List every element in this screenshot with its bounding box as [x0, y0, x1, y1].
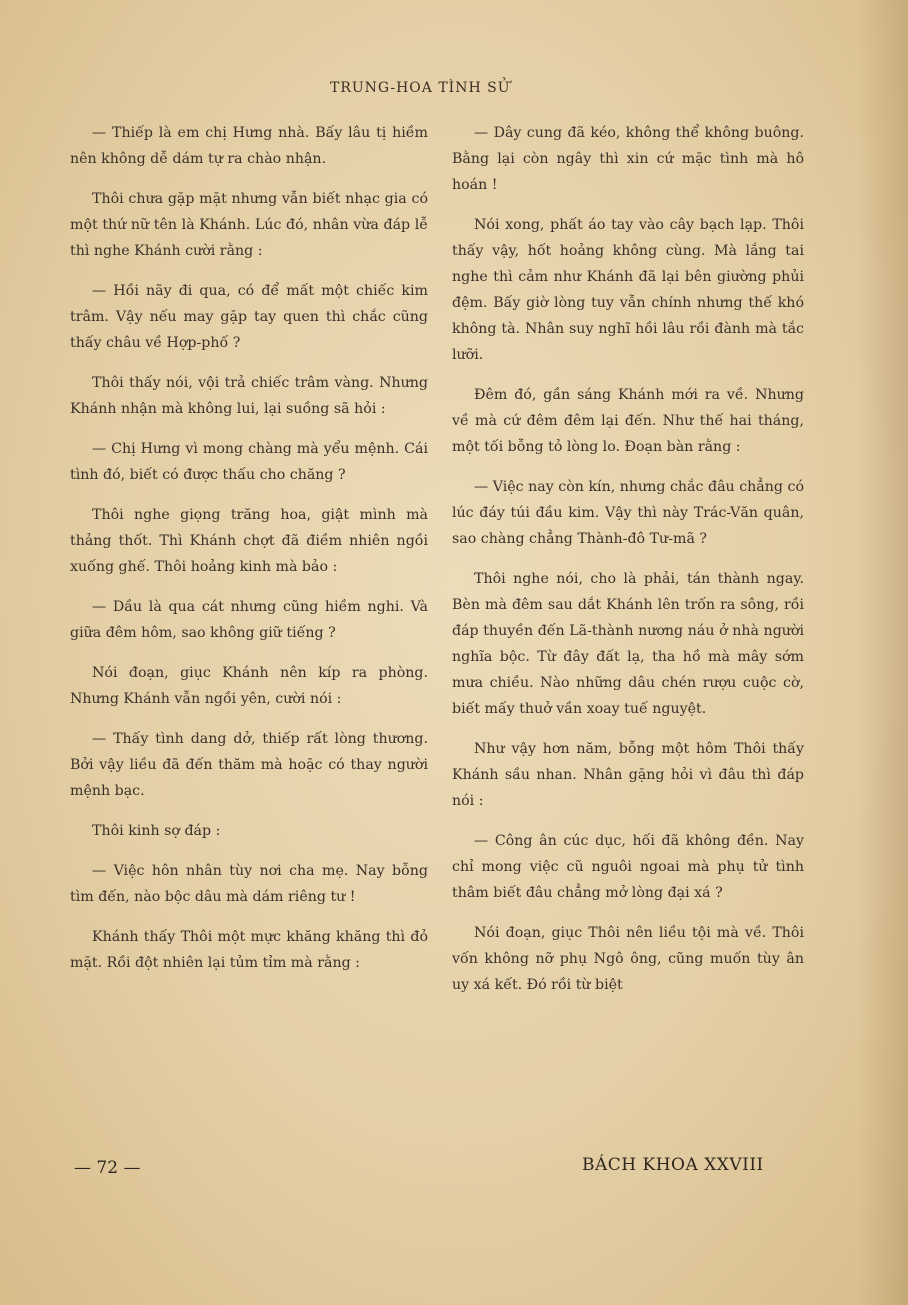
paragraph: — Công ân cúc dục, hối đã không đền. Nay chỉ mong việc cũ nguôi ngoai mà phụ tử tình thâm biết đâu chẳng mở lòng đại xá ?: [452, 833, 804, 901]
right-text-column: [452, 120, 804, 1012]
paragraph: — Thấy tình dang dở, thiếp rất lòng thương. Bởi vậy liều đã đến thăm mà hoặc có thay người mệnh bạc.: [70, 731, 428, 799]
paragraph: — Việc nay còn kín, nhưng chắc đâu chẳng có lúc đáy túi đầu kim. Vậy thì này Trác-Văn quân, sao chàng chẳng Thành-đô Tư-mã ?: [452, 479, 804, 547]
paragraph: Thôi chưa gặp mặt nhưng vẫn biết nhạc gia có một thứ nữ tên là Khánh. Lúc đó, nhân vừa đáp lễ thì nghe Khánh cười rằng :: [70, 191, 428, 259]
paragraph: Khánh thấy Thôi một mực khăng khăng thì đỏ mặt. Rồi đột nhiên lại tủm tỉm mà rằng :: [70, 929, 428, 971]
paragraph: Nói đoạn, giục Khánh nên kíp ra phòng. Nhưng Khánh vẫn ngồi yên, cười nói :: [70, 665, 428, 707]
running-title: TRUNG-HOA TÌNH SỬ: [330, 80, 511, 96]
paragraph: — Hồi nãy đi qua, có để mất một chiếc kim trâm. Vậy nếu may gặp tay quen thì chắc cũng thấy châu về Hợp-phố ?: [70, 283, 428, 351]
paragraph: Nói đoạn, giục Thôi nên liều tội mà về. Thôi vốn không nỡ phụ Ngô ông, cũng muốn tùy ân uy xá kết. Đó rồi từ biệt: [452, 925, 804, 993]
paragraph: Thôi nghe giọng trăng hoa, giật mình mà thảng thốt. Thì Khánh chợt đã điềm nhiên ngồi xuống ghế. Thôi hoảng kinh mà bảo :: [70, 507, 428, 575]
paragraph: — Dây cung đã kéo, không thể không buông. Bằng lại còn ngây thì xin cứ mặc tình mà hô hoán !: [452, 125, 804, 193]
paragraph: Thôi kinh sợ đáp :: [92, 823, 221, 839]
paragraph: — Thiếp là em chị Hưng nhà. Bấy lâu tị hiềm nên không dễ dám tự ra chào nhận.: [70, 125, 428, 167]
page-number: — 72 —: [74, 1158, 141, 1178]
paragraph: — Dầu là qua cát nhưng cũng hiềm nghi. Và giữa đêm hôm, sao không giữ tiếng ?: [70, 599, 428, 641]
paragraph: Thôi nghe nói, cho là phải, tán thành ngay. Bèn mà đêm sau dắt Khánh lên trốn ra sông, rồi đáp thuyền đến Lã-thành nương náu ở nhà người nghĩa bộc. Từ đây đất lạ, tha hồ mà mây sớm mưa chiều. Nào những dâu chén rượu cuộc cờ, biết mấy thuở vần xoay tuế nguyệt.: [452, 571, 804, 717]
publication-name: BÁCH KHOA XXVIII: [582, 1155, 764, 1175]
paragraph: — Chị Hưng vì mong chàng mà yểu mệnh. Cái tình đó, biết có được thấu cho chăng ?: [70, 441, 428, 483]
paragraph: — Việc hôn nhân tùy nơi cha mẹ. Nay bỗng tìm đến, nào bộc dâu mà dám riêng tư !: [70, 863, 428, 905]
left-text-column: [70, 120, 428, 990]
paragraph: Nói xong, phất áo tay vào cây bạch lạp. Thôi thấy vậy, hốt hoảng không cùng. Mà lắng tai nghe thì cảm như Khánh đã lại bên giường phủi đệm. Bấy giờ lòng tuy vẫn chính nhưng thế khó không tà. Nhân suy nghĩ hồi lâu rồi đành mà tắc lưỡi.: [452, 217, 804, 363]
paragraph: Thôi thấy nói, vội trả chiếc trâm vàng. Nhưng Khánh nhận mà không lui, lại suồng sã hỏi :: [70, 375, 428, 417]
page-edge-shadow: [858, 0, 908, 1305]
paragraph: Như vậy hơn năm, bỗng một hôm Thôi thấy Khánh sầu nhan. Nhân gặng hỏi vì đâu thì đáp nói :: [452, 741, 804, 809]
paragraph: Đêm đó, gần sáng Khánh mới ra về. Nhưng về mà cứ đêm đêm lại đến. Như thế hai tháng, một tối bỗng tỏ lòng lo. Đoạn bàn rằng :: [452, 387, 804, 455]
